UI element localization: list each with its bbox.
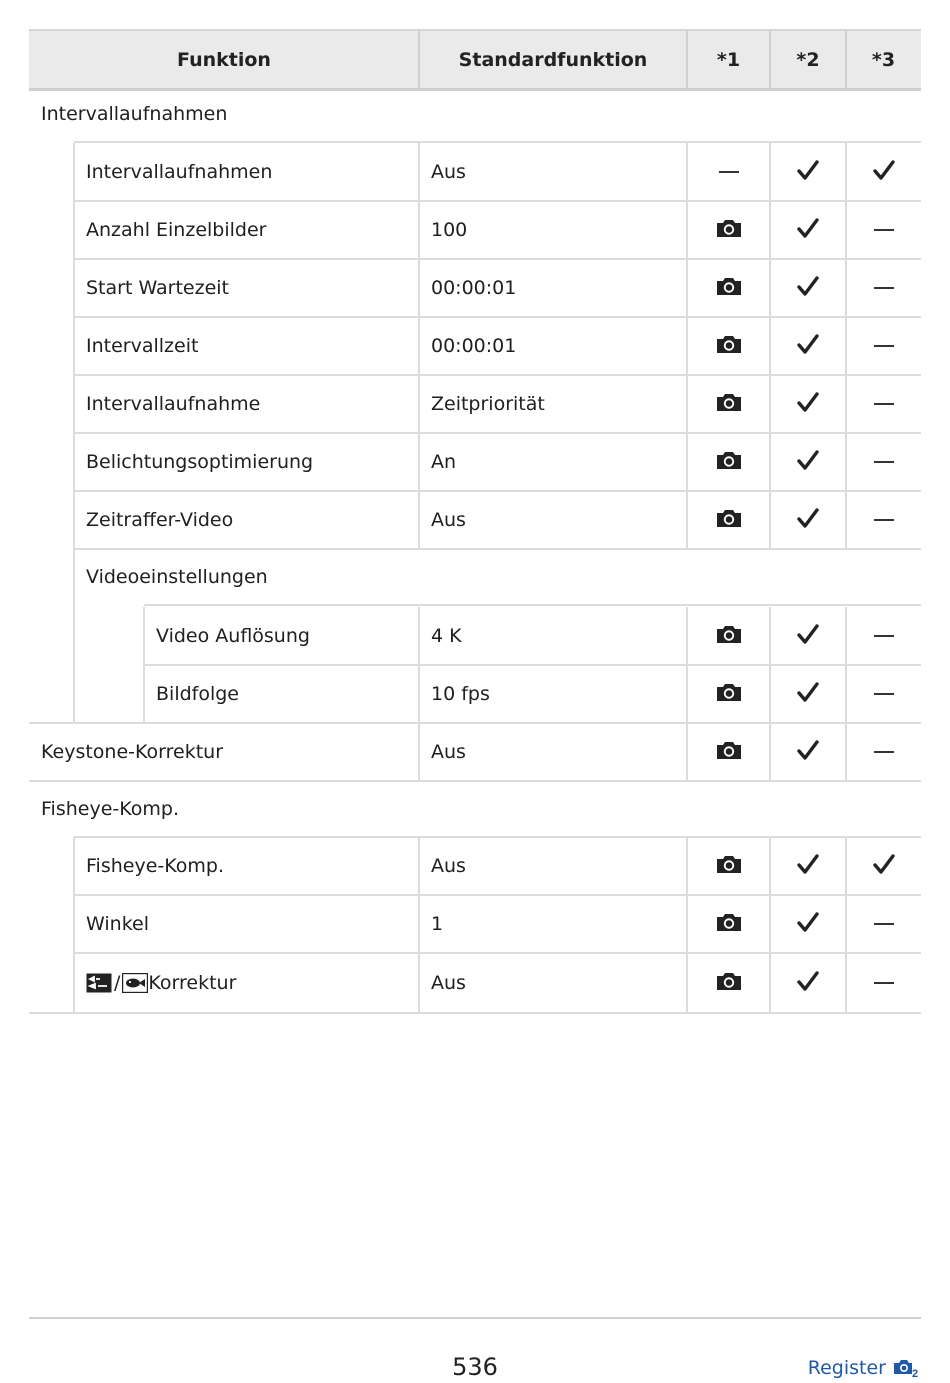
- register-link[interactable]: [808, 1357, 920, 1379]
- dash-icon: [874, 229, 894, 231]
- dash-icon: [874, 403, 894, 405]
- row-label: [74, 953, 419, 1013]
- dash-icon: [874, 751, 894, 753]
- row-c1-cell: [687, 317, 770, 375]
- row-c3-cell: [846, 953, 921, 1013]
- check-icon: [873, 159, 895, 185]
- camera-icon: [716, 218, 742, 242]
- row-c1-cell: [687, 837, 770, 895]
- row-default-value: 4 K: [431, 625, 462, 647]
- table-row: [29, 665, 921, 723]
- row-label: Fisheye-Komp.: [41, 798, 179, 820]
- row-c1-cell: [687, 143, 770, 201]
- table-row: [29, 317, 921, 375]
- row-default-value: 00:00:01: [431, 335, 517, 357]
- row-label: Zeitraffer-Video: [86, 509, 234, 531]
- row-label: Intervallaufnahmen: [86, 161, 273, 183]
- row-default-value: Aus: [431, 161, 466, 183]
- table-row: [29, 723, 921, 781]
- label-separator: /: [114, 972, 121, 994]
- camera-icon: [716, 450, 742, 474]
- check-icon: [797, 333, 819, 359]
- row-c3-cell: [846, 143, 921, 201]
- dash-icon: [719, 171, 739, 173]
- group-row: [29, 86, 921, 142]
- check-icon: [797, 159, 819, 185]
- row-c1-cell: [687, 723, 770, 781]
- group-row: [29, 549, 921, 605]
- row-c3-cell: [846, 723, 921, 781]
- dash-icon: [874, 693, 894, 695]
- check-icon: [873, 853, 895, 879]
- row-c3-cell: [846, 665, 921, 723]
- camera-icon: [716, 276, 742, 300]
- row-label: Winkel: [86, 913, 149, 935]
- row-label: Anzahl Einzelbilder: [86, 219, 267, 241]
- row-c3-cell: [846, 317, 921, 375]
- row-c2-cell: [770, 953, 846, 1013]
- row-c3-cell: [846, 433, 921, 491]
- row-c1-cell: [687, 201, 770, 259]
- row-c3-cell: [846, 259, 921, 317]
- camera-icon: [716, 912, 742, 936]
- row-c1-cell: [687, 607, 770, 665]
- row-c1-cell: [687, 895, 770, 953]
- register-label: Register: [807, 1357, 886, 1379]
- camera-icon: [716, 334, 742, 358]
- row-label: Keystone-Korrektur: [41, 741, 224, 763]
- header-standard: Standardfunktion: [458, 48, 648, 71]
- underwater-wide-icon: [86, 973, 112, 993]
- row-c1-cell: [687, 433, 770, 491]
- dash-icon: [874, 345, 894, 347]
- check-icon: [797, 623, 819, 649]
- row-default-value: 1: [431, 913, 444, 935]
- check-icon: [797, 275, 819, 301]
- dash-icon: [874, 519, 894, 521]
- check-icon: [797, 911, 819, 937]
- table-row: [29, 201, 921, 259]
- row-default-value: 100: [431, 219, 468, 241]
- check-icon: [797, 507, 819, 533]
- row-label: Bildfolge: [156, 683, 239, 705]
- table-row: [29, 375, 921, 433]
- camera-icon: [716, 682, 742, 706]
- row-c3-cell: [846, 375, 921, 433]
- table-row: [29, 491, 921, 549]
- row-c2-cell: [770, 607, 846, 665]
- camera-icon: [716, 854, 742, 878]
- row-default-value: 00:00:01: [431, 277, 517, 299]
- dash-icon: [874, 461, 894, 463]
- row-c3-cell: [846, 837, 921, 895]
- table-row: [29, 259, 921, 317]
- check-icon: [797, 449, 819, 475]
- group-row: [29, 781, 921, 837]
- row-default-value: 10 fps: [431, 683, 490, 705]
- row-c2-cell: [770, 259, 846, 317]
- row-c1-cell: [687, 953, 770, 1013]
- row-c2-cell: [770, 895, 846, 953]
- row-c2-cell: [770, 143, 846, 201]
- row-c2-cell: [770, 723, 846, 781]
- table-row: [29, 433, 921, 491]
- row-label: Start Wartezeit: [86, 277, 230, 299]
- row-label: Intervallzeit: [86, 335, 199, 357]
- row-c2-cell: [770, 837, 846, 895]
- check-icon: [797, 681, 819, 707]
- row-c1-cell: [687, 259, 770, 317]
- row-default-value: Aus: [431, 741, 466, 763]
- table-header: [29, 29, 921, 91]
- footer-divider: [29, 1317, 921, 1319]
- camera-icon: [716, 624, 742, 648]
- dash-icon: [874, 923, 894, 925]
- row-label: Video Auflösung: [156, 625, 310, 647]
- row-c3-cell: [846, 607, 921, 665]
- table-row: [29, 143, 921, 201]
- row-c2-cell: [770, 665, 846, 723]
- camera-2-icon: [892, 1358, 920, 1378]
- table-row: [29, 895, 921, 953]
- check-icon: [797, 853, 819, 879]
- row-default-value: An: [431, 451, 457, 473]
- dash-icon: [874, 982, 894, 984]
- row-label-text: Korrektur: [148, 972, 237, 994]
- row-c1-cell: [687, 665, 770, 723]
- row-label: Intervallaufnahmen: [41, 103, 228, 125]
- row-label: Intervallaufnahme: [86, 393, 261, 415]
- row-c2-cell: [770, 201, 846, 259]
- row-c1-cell: [687, 375, 770, 433]
- dash-icon: [874, 287, 894, 289]
- row-default-value: Aus: [431, 972, 466, 994]
- camera-icon: [716, 392, 742, 416]
- dash-icon: [874, 635, 894, 637]
- page-number: 536: [452, 1353, 498, 1381]
- camera-icon: [716, 740, 742, 764]
- row-c2-cell: [770, 433, 846, 491]
- table-row: [29, 953, 921, 1013]
- row-c2-cell: [770, 491, 846, 549]
- header-c3: *3: [871, 48, 896, 71]
- row-c1-cell: [687, 491, 770, 549]
- row-c3-cell: [846, 491, 921, 549]
- camera-icon: [716, 971, 742, 995]
- table-row: [29, 607, 921, 665]
- check-icon: [797, 217, 819, 243]
- row-default-value: Zeitpriorität: [431, 393, 545, 415]
- row-c3-cell: [846, 201, 921, 259]
- row-default-value: Aus: [431, 855, 466, 877]
- camera-icon: [716, 508, 742, 532]
- row-c2-cell: [770, 317, 846, 375]
- check-icon: [797, 391, 819, 417]
- svg-text:2: 2: [912, 1368, 919, 1378]
- row-c3-cell: [846, 895, 921, 953]
- row-default-value: Aus: [431, 509, 466, 531]
- header-funktion: Funktion: [177, 48, 271, 71]
- check-icon: [797, 739, 819, 765]
- row-label: Belichtungsoptimierung: [86, 451, 314, 473]
- underwater-macro-icon: [122, 973, 148, 993]
- header-c1: *1: [716, 48, 741, 71]
- row-label: Fisheye-Komp.: [86, 855, 224, 877]
- check-icon: [797, 970, 819, 996]
- row-c2-cell: [770, 375, 846, 433]
- table-row: [29, 837, 921, 895]
- header-c2: *2: [796, 48, 820, 71]
- row-label: Videoeinstellungen: [86, 566, 268, 588]
